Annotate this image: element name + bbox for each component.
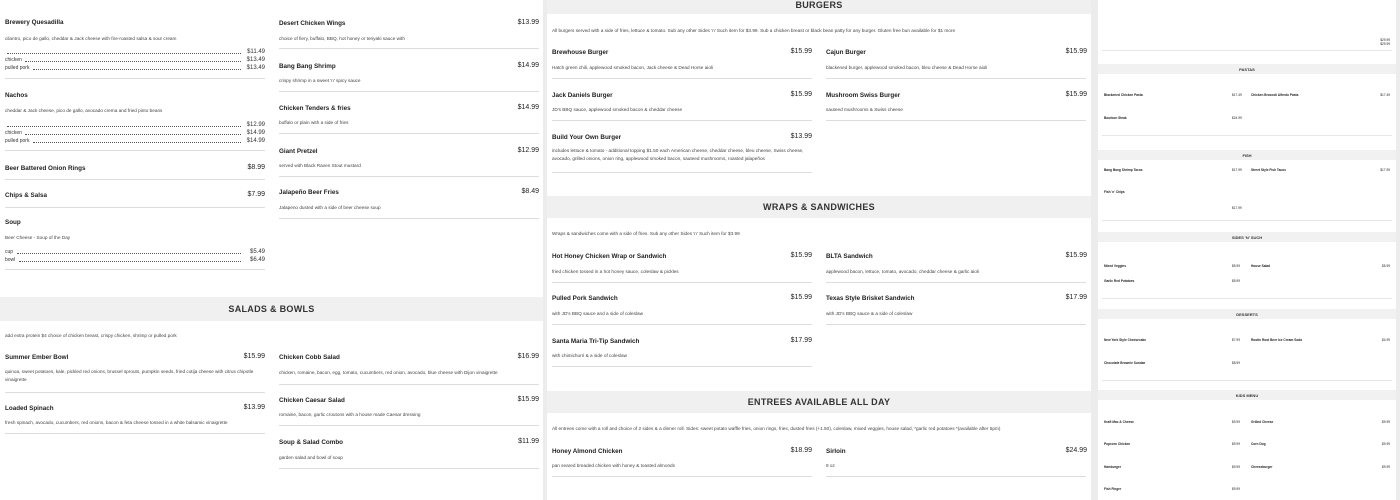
- item-desc: applewood bacon, lettuce, tomato, avocado, cheddar cheese & garlic aioli: [826, 269, 979, 274]
- item-name: Bang Bang Shrimp Tacos: [1104, 168, 1143, 172]
- item-desc: Jalapeno dusted with a side of beer cheese soup: [279, 205, 381, 210]
- item-price: $13.99: [790, 133, 812, 140]
- item-price: $17.99: [1380, 168, 1390, 172]
- item-price: $8.49: [521, 188, 539, 195]
- item-name: House Salad: [1251, 264, 1271, 268]
- item-price: $12.99: [517, 147, 539, 154]
- item-name: Fish 'n' Chips: [1104, 190, 1125, 194]
- divider: [5, 392, 265, 393]
- item-name: Santa Maria Tri-Tip Sandwich: [552, 338, 640, 345]
- item-name: Fish Finger: [1104, 487, 1122, 491]
- item-name: Build Your Own Burger: [552, 134, 622, 141]
- item-name: Chicken Caesar Salad: [279, 397, 345, 404]
- item-name: Loaded Spinach: [5, 405, 54, 412]
- divider: [552, 282, 812, 283]
- item-desc: Beer Cheese - Soup of the Day: [5, 235, 71, 240]
- item-name: Cheeseburger: [1251, 465, 1273, 469]
- item-name: Kraft Mac & Cheese: [1104, 420, 1134, 424]
- divider: [1102, 380, 1392, 381]
- item-price: $14.99: [517, 104, 539, 111]
- item-price: $15.99: [790, 48, 812, 55]
- item-name: Hamburger: [1104, 465, 1122, 469]
- divider: [1102, 220, 1392, 221]
- item-desc: Hatch green chili, applewood smoked bacon, Jack cheese & Dead Horse aioli: [552, 65, 714, 70]
- item-price: $9.99: [1382, 442, 1390, 446]
- item-price: $11.99: [518, 438, 539, 445]
- item-name: Corn Dog: [1251, 442, 1266, 446]
- item-name: Bourbon Steak: [1104, 116, 1127, 120]
- item-name: BLTA Sandwich: [826, 253, 873, 260]
- item-name: Desert Chicken Wings: [279, 20, 346, 27]
- item-desc: blackened burger, applewood smoked bacon, bleu cheese & Dead Horse aioli: [826, 65, 988, 70]
- item-price: $9.99: [1232, 420, 1240, 424]
- section-header-burgers: BURGERS: [547, 0, 1091, 14]
- item-name: Jalapeño Beer Fries: [279, 189, 339, 196]
- item-desc: sauteed mushrooms & Swiss cheese: [826, 107, 903, 112]
- item-desc: 8 oz: [826, 463, 835, 468]
- section-header-sides: SIDES 'N' SUCH: [1098, 232, 1396, 242]
- item-desc: cheddar & Jack cheese, pico de gallo, avocado crema and fried pinto beans: [5, 108, 163, 113]
- item-name: Pulled Pork Sandwich: [552, 295, 618, 302]
- section-header-wraps: WRAPS & SANDWICHES: [547, 196, 1091, 218]
- item-name: Summer Ember Bowl: [5, 354, 69, 361]
- item-price: $7.99: [1232, 338, 1240, 342]
- item-name: Popcorn Chicken: [1104, 442, 1131, 446]
- divider: [826, 282, 1086, 283]
- divider: [552, 120, 812, 121]
- divider: [826, 476, 1086, 477]
- item-price: $16.99: [517, 353, 539, 360]
- item-price: $9.99: [1232, 465, 1240, 469]
- item-desc: with JD's BBQ sauce & a side of coleslaw: [826, 311, 913, 316]
- item-price: $15.99: [790, 91, 812, 98]
- item-price: $17.49: [1232, 93, 1242, 97]
- item-desc: buffalo or plain with a side of fries: [279, 120, 349, 125]
- item-name: Soup: [5, 219, 21, 226]
- divider: [826, 120, 1086, 121]
- item-price: $29.99: [1380, 38, 1390, 42]
- item-price: $24.99: [1232, 116, 1242, 120]
- item-price: $8.99: [247, 164, 265, 171]
- item-name: Beer Battered Onion Rings: [5, 165, 86, 172]
- item-desc: choice of fiery, buffalo, BBQ, hot honey or teriyaki sauce with: [279, 36, 405, 41]
- item-name: Chicken Cobb Salad: [279, 354, 340, 361]
- item-name: Nachos: [5, 92, 28, 99]
- divider: [1102, 298, 1392, 299]
- divider: [826, 78, 1086, 79]
- section-note: All entrees come with a roll and choice of 2 sides & a dinner roll. Sides: sweet potato waffle fries, onion rings, fries, dusted fries (+1.50), coleslaw, mixed veggies, house salad, *garlic red potatoes *(available after 5pm): [552, 426, 1001, 431]
- divider: [552, 324, 812, 325]
- item-price: $17.49: [1380, 93, 1390, 97]
- item-price: $17.99: [790, 337, 812, 344]
- item-price: $15.99: [790, 252, 812, 259]
- divider: [279, 176, 539, 177]
- item-desc: includes lettuce & tomato - additional topping $1.50 each American cheese, cheddar cheese, bleu cheese, Swiss cheese, avocado, grilled onions, onion ring, applewood smoked bacon, sauteed mushrooms, roasted jalapeños: [552, 148, 804, 161]
- item-name: Cajun Burger: [826, 49, 866, 56]
- section-header-desserts: DESSERTS: [1098, 309, 1396, 319]
- item-price: $7.99: [247, 191, 265, 198]
- item-desc: cilantro, pico de gallo, cheddar & Jack cheese with fire-roasted salsa & sour cream: [5, 36, 177, 41]
- item-price: $29.99: [1380, 42, 1390, 46]
- item-desc: served with Black Raven Stout mustard: [279, 163, 361, 168]
- item-name: Chicken Broccoli Alfredo Pasta: [1251, 93, 1299, 97]
- item-price: $18.99: [790, 447, 812, 454]
- item-price: $8.99: [1232, 361, 1240, 365]
- divider: [5, 150, 265, 151]
- divider: [5, 207, 265, 208]
- item-name: Texas Style Brisket Sandwich: [826, 295, 915, 302]
- divider: [279, 218, 539, 219]
- item-price: $13.99: [517, 19, 539, 26]
- divider: [279, 384, 539, 385]
- item-name: Sirloin: [826, 448, 846, 455]
- item-name: Garlic Red Potatoes: [1104, 279, 1135, 283]
- item-price: $9.99: [1232, 442, 1240, 446]
- item-price: $5.99: [1382, 264, 1390, 268]
- item-price: $9.99: [1382, 465, 1390, 469]
- item-desc: pan seared breaded chicken with honey & toasted almonds: [552, 463, 675, 468]
- item-desc: fried chicken tossed in a hot honey sauce, coleslaw & pickles: [552, 269, 679, 274]
- item-price: $5.99: [1232, 279, 1240, 283]
- item-price: $14.99: [517, 62, 539, 69]
- item-desc: JD's BBQ sauce, applewood smoked bacon & cheddar cheese: [552, 107, 683, 112]
- section-note: Wraps & sandwiches come with a side of fries. Sub any other Sides 'n' Such item for $3.99: [552, 231, 740, 236]
- item-name: Street Style Fish Tacos: [1251, 168, 1286, 172]
- section-note: All burgers served with a side of fries, lettuce & tomato. Sub any other Sides 'n' Such item for $3.99. Sub a chicken breast or black bean patty for any burger. Gluten free bun available for $1 more: [552, 28, 956, 33]
- divider: [1102, 50, 1392, 51]
- item-price: $15.99: [1065, 48, 1087, 55]
- item-name: Mixed Veggies: [1104, 264, 1126, 268]
- item-price: $9.99: [1382, 420, 1390, 424]
- item-name: Giant Pretzel: [279, 148, 318, 155]
- item-name: Blackened Chicken Pasta: [1104, 93, 1143, 97]
- item-desc: fresh spinach, avocado, cucumbers, red onions, bacon & feta cheese tossed in a white balsamic vinaigrette: [5, 420, 228, 425]
- item-name: Soup & Salad Combo: [279, 439, 344, 446]
- menu-page-2: [547, 0, 1091, 500]
- item-price: $17.99: [1065, 294, 1087, 301]
- menu-page-1: Brewery Quesadilla cilantro, pico de gallo, cheddar & Jack cheese with fire-roasted salsa & sour cream $11.49 chicken $13.49 pulled pork $13.49 Nachos cheddar & Jack cheese, pico de gallo, avocado crema and fried pinto beans $12.99 chicken $14.99 pulled pork $14.99 Beer Battered Onion Rings $8.99 Chips & Salsa $7.99 Soup Beer Cheese - Soup of the Day cup $5.49 bowl $6.49 Desert Chicken Wings $13.99 choice of fiery, buffalo, BBQ, hot honey or teriyaki sauce with Bang Bang Shrimp $14.99 crispy shrimp in a sweet 'n' spicy sauce Chicken Tenders & fries $14.99 buffalo or plain with a side of fries Giant Pretzel $12.99 served with Black Raven Stout mustard Jalapeño Beer Fries $8.49 Jalapeno dusted with a side of beer cheese soup SALADS & BOWLS add extra protein $4 choice of chicken breast, crispy chicken, shrimp or pulled pork Summer Ember Bowl $15.99 quinoa, sweet potatoes, kale, pickled red onions, brussel sprouts, pumpkin seeds, fried cotija cheese with citrus chipotle vinaigrette Chicken Cobb Salad $16.99 chicken, romaine, bacon, egg, tomato, cucumbers, red onion, avocado, blue cheese with Dijon vinaigrette Loaded Spinach $13.99 fresh spinach, avocado, cucumbers, red onions, bacon & feta cheese tossed in a white balsamic vinaigrette Chicken Caesar Salad $15.99 romaine, bacon, garlic croutons with a house made Caesar dressing Soup & Salad Combo $11.99 garden salad and bowl of soup: [0, 0, 543, 500]
- item-name: Honey Almond Chicken: [552, 448, 623, 455]
- item-desc: quinoa, sweet potatoes, kale, pickled red onions, brussel sprouts, pumpkin seeds, fried cotija cheese with citrus chipotle vinaigrette: [5, 369, 254, 382]
- divider: [279, 48, 539, 49]
- item-price: $15.99: [1065, 252, 1087, 259]
- item-name: Bang Bang Shrimp: [279, 63, 336, 70]
- divider: [552, 172, 812, 173]
- item-price: $17.99: [1232, 168, 1242, 172]
- item-name: Chocolate Brownie Sundae: [1104, 361, 1146, 365]
- item-name: Hot Honey Chicken Wrap or Sandwich: [552, 253, 667, 260]
- divider: [279, 133, 539, 134]
- item-name: Chips & Salsa: [5, 192, 47, 199]
- item-name: Mushroom Swiss Burger: [826, 92, 901, 99]
- divider: [5, 78, 265, 79]
- menu-page-3: [1098, 0, 1396, 500]
- divider: [826, 324, 1086, 325]
- divider: [279, 468, 539, 469]
- item-price: $15.99: [243, 353, 265, 360]
- item-desc: romaine, bacon, garlic croutons with a house made Caesar dressing: [279, 412, 421, 417]
- divider: [279, 425, 539, 426]
- item-desc: garden salad and bowl of soup: [279, 455, 343, 460]
- item-price: $17.99: [1232, 206, 1242, 210]
- item-price: $15.99: [790, 294, 812, 301]
- divider: [552, 366, 812, 367]
- divider: [279, 91, 539, 92]
- item-price: $13.99: [243, 404, 265, 411]
- item-name: Grilled Cheese: [1251, 420, 1274, 424]
- divider: [552, 78, 812, 79]
- divider: [5, 269, 265, 270]
- section-header-fish: FISH: [1098, 150, 1396, 160]
- section-header-kids: KIDS MENU: [1098, 390, 1396, 400]
- item-price: $24.99: [1065, 447, 1087, 454]
- divider: [1102, 135, 1392, 136]
- item-desc: crispy shrimp in a sweet 'n' spicy sauce: [279, 78, 361, 83]
- section-header-entrees: ENTREES AVAILABLE ALL DAY: [547, 391, 1091, 413]
- item-desc: with JD's BBQ sauce and a side of coleslaw: [552, 311, 644, 316]
- item-name: New York Style Cheesecake: [1104, 338, 1147, 342]
- divider: [5, 179, 265, 180]
- divider: [5, 433, 265, 434]
- item-name: Chicken Tenders & fries: [279, 105, 351, 112]
- section-header-pastas: PASTAS: [1098, 64, 1396, 74]
- item-desc: with chimichurri & a side of coleslaw: [552, 353, 628, 358]
- item-price: $15.99: [1065, 91, 1087, 98]
- section-note: add extra protein $4 choice of chicken breast, crispy chicken, shrimp or pulled pork: [5, 333, 177, 338]
- item-price: $5.99: [1232, 264, 1240, 268]
- item-name: Jack Daniels Burger: [552, 92, 613, 99]
- item-name: Brewhouse Burger: [552, 49, 609, 56]
- divider: [552, 476, 812, 477]
- item-name: Brewery Quesadilla: [5, 19, 64, 26]
- item-name: Rootin Root Beer Ice Cream Soda: [1251, 338, 1303, 342]
- item-price: $9.99: [1232, 487, 1240, 491]
- section-header-salads: SALADS & BOWLS: [0, 297, 543, 321]
- item-desc: chicken, romaine, bacon, egg, tomato, cucumbers, red onion, avocado, blue cheese with Dijon vinaigrette: [279, 370, 498, 375]
- item-price: $15.99: [517, 396, 539, 403]
- item-price: $4.99: [1382, 338, 1390, 342]
